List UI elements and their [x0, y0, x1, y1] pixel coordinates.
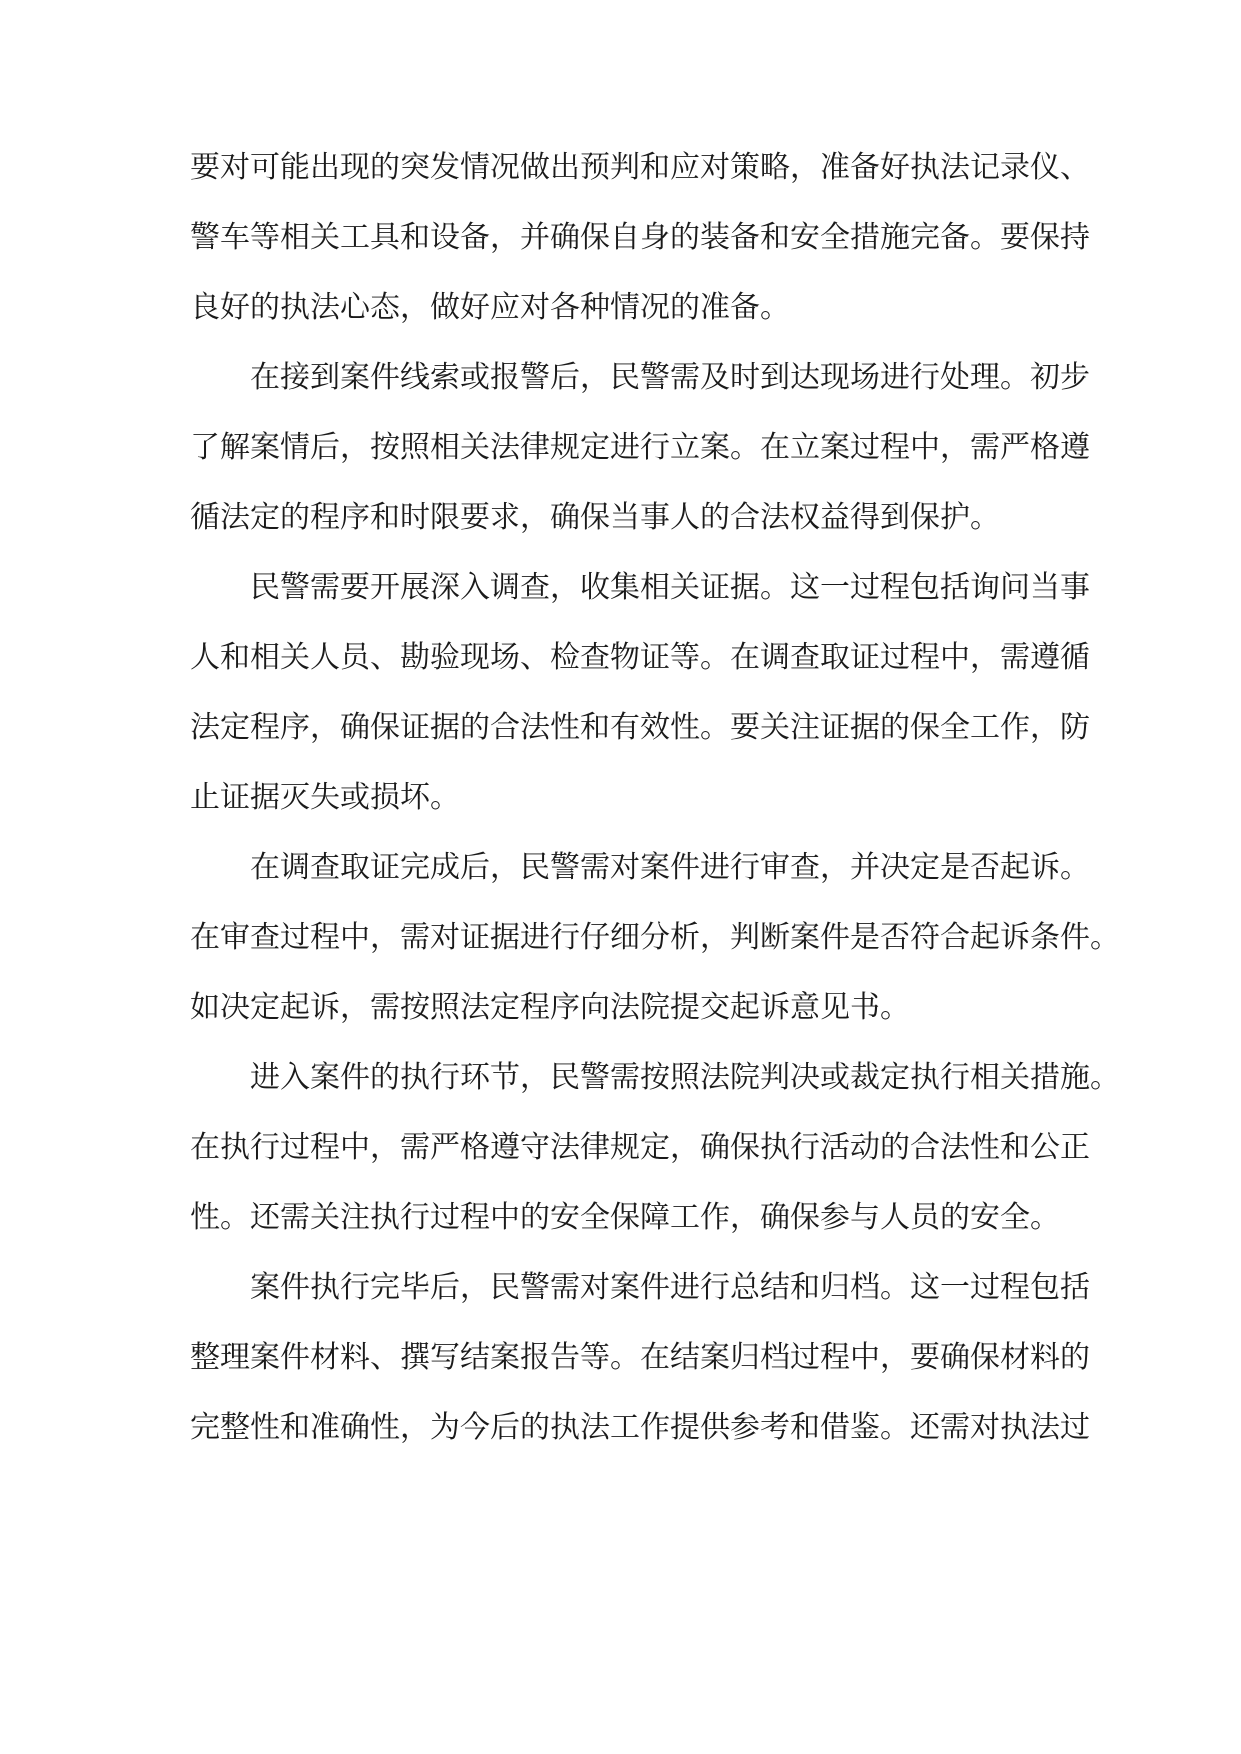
text-line: 警车等相关工具和设备，并确保自身的装备和安全措施完备。要保持: [190, 220, 1090, 255]
text-line: 民警需要开展深入调查，收集相关证据。这一过程包括询问当事: [250, 570, 1090, 605]
text-line: 法定程序，确保证据的合法性和有效性。要关注证据的保全工作，防: [190, 710, 1090, 745]
text-line: 在调查取证完成后，民警需对案件进行审查，并决定是否起诉。: [250, 850, 1090, 885]
text-line: 循法定的程序和时限要求，确保当事人的合法权益得到保护。: [190, 500, 1000, 535]
paragraph-execution: [190, 1043, 1120, 1253]
text-line: 案件执行完毕后，民警需对案件进行总结和归档。这一过程包括: [250, 1270, 1090, 1305]
text-line: 了解案情后，按照相关法律规定进行立案。在立案过程中，需严格遵: [190, 430, 1090, 465]
text-line: 整理案件材料、撰写结案报告等。在结案归档过程中，要确保材料的: [190, 1340, 1090, 1375]
text-line: 如决定起诉，需按照法定程序向法院提交起诉意见书。: [190, 990, 910, 1025]
text-line: 在执行过程中，需严格遵守法律规定，确保执行活动的合法性和公正: [190, 1130, 1090, 1165]
text-line: 人和相关人员、勘验现场、检查物证等。在调查取证过程中，需遵循: [190, 640, 1090, 675]
text-line: 要对可能出现的突发情况做出预判和应对策略，准备好执法记录仪、: [190, 150, 1090, 185]
text-line: 完整性和准确性，为今后的执法工作提供参考和借鉴。还需对执法过: [190, 1410, 1090, 1445]
paragraph-review: [190, 833, 1120, 1043]
paragraph-archiving: [190, 1253, 1090, 1463]
text-line: 止证据灭失或损坏。: [190, 780, 460, 815]
text-line: 在审查过程中，需对证据进行仔细分析，判断案件是否符合起诉条件。: [190, 920, 1120, 955]
text-line: 性。还需关注执行过程中的安全保障工作，确保参与人员的安全。: [190, 1200, 1060, 1235]
text-line: 进入案件的执行环节，民警需按照法院判决或裁定执行相关措施。: [250, 1060, 1120, 1095]
body-text: [190, 133, 1120, 1463]
paragraph-preparation: [190, 133, 1090, 343]
text-line: 在接到案件线索或报警后，民警需及时到达现场进行处理。初步: [250, 360, 1090, 395]
paragraph-investigation: [190, 553, 1090, 833]
text-line: 良好的执法心态，做好应对各种情况的准备。: [190, 290, 790, 325]
paragraph-case-filing: [190, 343, 1090, 553]
